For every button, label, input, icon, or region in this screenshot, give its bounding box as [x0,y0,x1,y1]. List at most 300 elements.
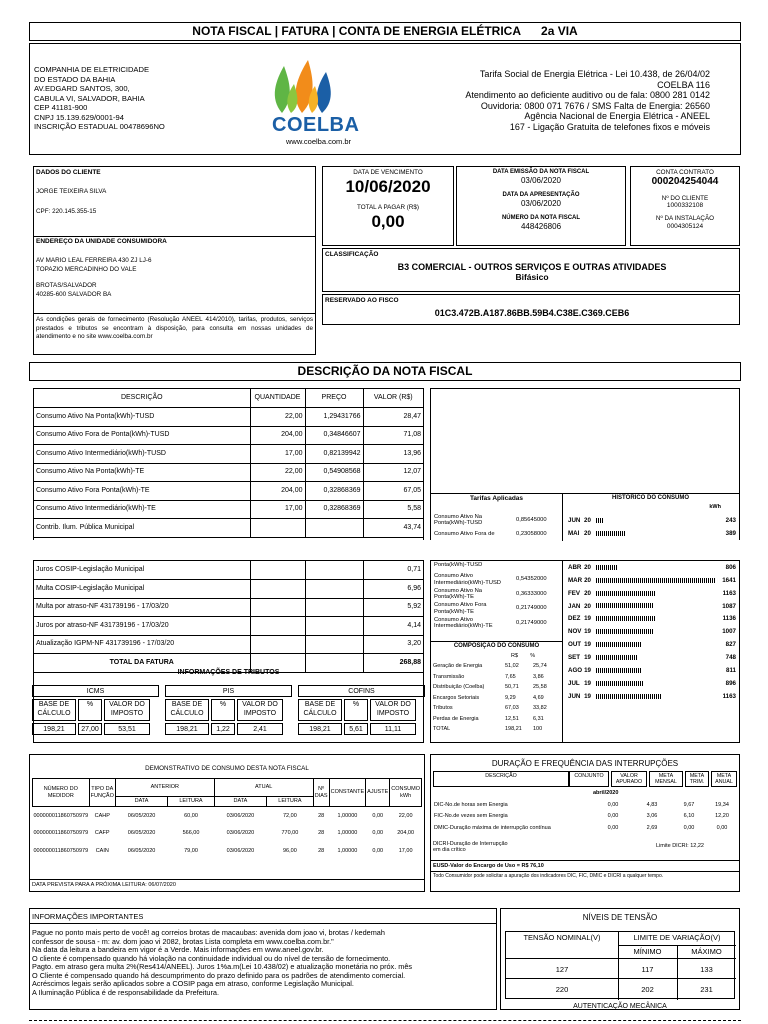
history-month: AGO [568,667,583,674]
logo-drops-icon [264,58,384,118]
desc-row [34,598,423,617]
desc-cell [305,519,363,538]
composition-row [433,672,561,683]
consumption-col-header: TIPO DA FUNÇÃO [89,779,115,807]
desc-cell: Multa COSIP-Legislação Municipal [34,580,250,599]
tariff-label: Consumo Ativo Fora de [434,531,495,538]
composition-rs: 12,51 [505,715,519,722]
tariff-value: 0,21749000 [516,619,547,626]
history-bar-cell [595,587,717,600]
meter-cell: 1,00000 [337,848,358,855]
fisco-label: RESERVADO AO FISCO [325,297,399,304]
composition-rs: 198,21 [505,726,522,733]
history-row [567,690,737,703]
tax-group-header: ICMS [32,685,159,697]
tariff-row [433,558,561,573]
history-year: 19 [584,628,591,636]
document-title: NOTA FISCAL | FATURA | CONTA DE ENERGIA ELÉTRICA [192,24,521,38]
desc-row [34,482,423,501]
history-bar [596,578,716,583]
consumption-col-header: ANTERIOR [115,779,214,797]
next-reading: DATA PREVISTA PARA A PRÓXIMA LEITURA: 06/07/2020 [32,882,176,888]
voltage-value: 202 [641,985,654,994]
history-bar [596,518,604,523]
meter-row [33,843,422,861]
installation-label: Nº DA INSTALAÇÃO [655,215,715,223]
meter-cell: 22,00 [398,812,413,819]
important-lines [32,929,412,997]
history-bar [596,591,656,596]
history-year: 19 [584,667,591,674]
composition-pct: 4,69 [533,694,544,701]
desc-cell: 17,00 [250,500,305,519]
meter-cell: 28 [318,848,325,855]
composition-pct: 100 [533,726,543,733]
important-line: Na data da leitura a bandeira em vigor é a Verde. Mais informações em www.aneel.gov.br. [32,945,324,954]
history-year: 19 [584,692,591,700]
desc-cell: Juros COSIP-Legislação Municipal [34,561,250,580]
history-value: 1163 [722,692,736,700]
company-line: AV.EDGARD SANTOS, 300, [34,84,130,93]
tariff-row [433,513,561,528]
tariff-value: 0,85645000 [516,516,547,523]
tax-sub-header: % [344,699,368,721]
history-bar [596,668,641,673]
meter-cell: 0,00 [372,812,384,819]
tax-value: 11,11 [370,723,416,735]
address-line: 40285-600 SALVADOR BA [36,290,112,298]
desc-cell: 71,08 [363,426,423,445]
history-value: 389 [725,529,736,537]
desc-cell [250,617,305,636]
interruption-cell: 19,34 [715,801,729,808]
composition-title: COMPOSIÇÃO DO CONSUMO [453,643,540,649]
tax-table [29,685,428,740]
desc-cell [250,561,305,580]
meter-row [33,807,422,825]
interruptions-note: Todo Consumidor pode solicitar a apuração dos indicadores DIC, FIC, DMIC e DICRI a qualquer tempo. [433,873,664,879]
tariff-value: 0,23058000 [516,531,547,538]
company-line: CEP 41181-900 [34,103,88,112]
composition-label: TOTAL [433,726,451,733]
important-line: A Iluminação Pública é de responsabilidade da Prefeitura. [32,987,220,997]
tax-value: 53,51 [104,723,150,735]
tariff-value: 0,36333000 [516,590,547,597]
history-value: 1163 [722,589,736,597]
meter-cell: 1,00000 [337,812,358,819]
consumption-col-header: CONSUMO kWh [390,779,422,807]
history-month: JUN [568,516,581,524]
important-title: INFORMAÇÕES IMPORTANTES [32,912,144,921]
presentation-date: 03/06/2020 [520,198,562,208]
desc-cell [250,580,305,599]
consumption-header-row [33,779,422,797]
meter-cell: 17,00 [398,848,413,855]
meter-cell: CAIN [95,848,109,855]
dicri-label: DICRI-Duração de Interrupção em dia crítico [433,841,508,854]
important-line: confessor de sousa - m: av. dom joao vi 2082, brotas Lista completa em www.coelba.com.br." [32,936,334,946]
interruptions-col-header: VALOR APURADO [611,771,647,787]
interruption-cell: 0,00 [607,801,619,808]
history-row [567,625,737,638]
classification-value: B3 COMERCIAL - OUTROS SERVIÇOS E OUTRAS ATIVIDADES [397,262,667,272]
desc-cell [305,635,363,654]
total-label: TOTAL A PAGAR (R$) [356,203,420,211]
company-line: DO ESTADO DA BAHIA [34,74,116,84]
desc-row [34,580,423,599]
composition-label: Encargos Setoriais [433,694,480,701]
history-row [567,600,737,613]
history-month: JUN [568,692,581,700]
interruption-cell: 12,20 [715,813,729,820]
desc-cell: Consumo Ativo Na Ponta(kWh)-TE [34,463,250,482]
composition-row [433,693,561,704]
tariff-row [433,602,561,617]
history-year: 20 [584,589,591,597]
client-name: JORGE TEIXEIRA SILVA [36,188,107,195]
consumption-col-header: NÚMERO DO MEDIDOR [33,779,90,807]
history-row [567,514,737,527]
presentation-date-label: DATA DA APRESENTAÇÃO [502,192,580,199]
desc-cell: Consumo Ativo Intermediário(kWh)-TUSD [34,445,250,464]
total-invoice-value: 268,88 [363,654,423,673]
meter-cell: 204,00 [397,830,415,837]
meter-cell: 03/06/2020 [226,830,255,837]
desc-row [34,561,423,580]
history-bar [596,694,661,699]
voltage-value: 220 [555,985,569,994]
desc-cell: Consumo Ativo Na Ponta(kWh)-TUSD [34,408,250,427]
company-line: CABULA VI, SALVADOR, BAHIA [34,93,145,103]
description-title: DESCRIÇÃO DA NOTA FISCAL [29,362,741,381]
history-bar-cell [595,561,717,574]
total-invoice-label: TOTAL DA FATURA [34,654,250,673]
desc-cell: 1,29431766 [305,408,363,427]
meter-cell: 770,00 [281,830,299,837]
history-year: 19 [584,641,591,649]
history-month: OUT [568,641,582,649]
history-row [567,651,737,664]
header-info-right [465,69,710,132]
history-year: 20 [584,576,591,584]
client-cpf: CPF: 220.145.355-15 [36,208,97,215]
history-bar-cell [595,527,713,540]
meter-cell: 566,00 [182,830,200,837]
history-row [567,527,737,540]
desc-header-row [34,389,423,408]
history-month: MAI [568,529,580,537]
col-header: VALOR (R$) [363,389,423,408]
history-row [567,561,737,574]
client-label: DADOS DO CLIENTE [36,169,101,176]
consumption-subheader: DATA [214,797,266,807]
description-table-top [33,388,424,540]
meter-cell: 000000011860750979 [33,848,89,855]
info-line: COELBA 116 [657,79,710,90]
voltage-value: 117 [641,965,654,974]
info-line: Ouvidoria: 0800 071 7676 / SMS Falta de Energia: 26560 [480,100,710,111]
address-line: TOPAZIO MERCADINHO DO VALE [36,265,137,273]
tariffs-history-bottom [430,560,740,743]
info-line: Agência Nacional de Energia Elétrica - ANEEL [524,111,710,121]
desc-row [34,635,423,654]
history-bar [596,629,653,634]
composition-rs: 7,65 [505,673,516,680]
interruptions-title: DURAÇÃO E FREQUÊNCIA DAS INTERRUPÇÕES [491,759,679,768]
desc-row [34,408,423,427]
composition-pct: 25,58 [533,684,547,691]
divider [506,958,736,959]
invoice-number: 448426806 [520,222,562,232]
history-bar-cell [595,625,717,638]
address-line: BROTAS/SALVADOR [36,282,97,289]
composition-header [511,653,535,659]
interruptions-period: abril/2020 [593,790,619,796]
history-month: JAN [568,602,581,610]
composition-row [433,703,561,714]
divider [34,236,315,237]
history-row [567,587,737,600]
interruptions-box [430,754,740,892]
composition-col: R$ [511,653,519,659]
history-year: 19 [584,654,591,662]
tariffs-history-top [430,388,740,540]
interruption-cell: 0,00 [683,824,695,831]
consumption-box [29,754,425,892]
tariff-row [433,616,561,631]
composition-label: Geração de Energia [433,663,483,670]
voltage-box [500,908,740,1010]
history-month: ABR [568,563,582,571]
consumption-col-header: AJUSTE [366,779,390,807]
desc-row [34,500,423,519]
divider [30,879,424,880]
desc-cell: 28,47 [363,408,423,427]
history-bar-cell [595,574,717,587]
interruptions-col-header: CONJUNTO [569,771,609,787]
mechanical-authentication: AUTENTICAÇÃO MECÂNICA [573,1003,667,1010]
history-value: 811 [726,667,736,674]
meter-cell: CAFP [94,830,110,837]
voltage-table [505,931,735,999]
interruption-cell: 0,00 [607,813,619,820]
composition-label: Transmissão [433,673,465,680]
history-year: 20 [584,602,591,610]
logo-site: www.coelba.com.br [286,137,352,146]
desc-cell: 0,54908568 [305,463,363,482]
desc-cell: 5,58 [363,500,423,519]
desc-row [34,463,423,482]
composition-row [433,724,561,735]
col-header: QUANTIDADE [250,389,305,408]
interruptions-col-header: DESCRIÇÃO [433,771,569,787]
composition-row [433,682,561,693]
history-title: HISTÓRICO DO CONSUMO [611,495,689,501]
composition-pct: 33,82 [533,705,547,712]
company-line: INSCRIÇÃO ESTADUAL 00478696NO [34,122,165,131]
history-row [567,677,737,690]
desc-cell: 0,34846607 [305,426,363,445]
interruption-cell: FIC-No.de vezes sem Energia [434,813,508,820]
tax-group-header: COFINS [298,685,425,697]
meter-cell: 06/05/2020 [127,830,156,837]
composition-label: Tributos [433,705,453,712]
tax-value: 5,61 [344,723,368,735]
meter-cell: 60,00 [184,812,198,819]
composition-rs: 51,02 [505,663,519,670]
desc-cell [250,635,305,654]
consumption-col-header: CONSTANTE [329,779,366,807]
fisco-box [322,294,740,325]
tax-sub-header: BASE DE CÁLCULO [165,699,209,721]
desc-cell: 3,20 [363,635,423,654]
description-table-bottom [33,560,424,743]
address-lines [36,257,151,299]
company-line: COMPANHIA DE ELETRICIDADE [34,65,150,74]
tax-sub-header: VALOR DO IMPOSTO [237,699,283,721]
cut-line [29,1020,741,1021]
desc-cell [250,598,305,617]
eusd-row [431,860,739,872]
tariff-label: Consumo Ativo Intermediário(kWh)-TUSD [434,573,501,586]
client-number-label: Nº DO CLIENTE [661,194,709,202]
tariff-label: Consumo Ativo Intermediário(kWh)-TE [434,616,493,630]
history-bar-cell [595,664,717,677]
composition-pct: 25,74 [533,663,547,670]
fisco-code: 01C3.472B.A187.86BB.59B4.C38E.C369.CEB6 [434,308,630,318]
history-value: 827 [725,641,736,649]
desc-cell [305,580,363,599]
history-value: 1087 [722,602,736,610]
invoice-number-label: NÚMERO DA NOTA FISCAL [501,215,581,222]
desc-cell [305,598,363,617]
meter-cell: CAHP [94,812,110,819]
history-month: FEV [568,589,581,597]
composition-rs: 9,29 [505,694,516,701]
tariff-label: Ponta(kWh)-TUSD [434,561,483,568]
desc-cell: Consumo Ativo Fora Ponta(kWh)-TE [34,482,250,501]
history-year: 19 [584,615,591,623]
client-box [33,166,316,355]
interruption-row [433,822,737,834]
desc-row [34,426,423,445]
meter-cell: 1,00000 [337,830,358,837]
history-bar [596,603,654,608]
meter-cell: 72,00 [283,812,297,819]
meter-cell: 03/06/2020 [226,812,255,819]
interruption-cell: 4,83 [646,801,658,808]
history-row [567,664,737,677]
address-label: ENDEREÇO DA UNIDADE CONSUMIDORA [36,238,167,245]
history-bar-cell [595,613,717,626]
variation-label: LIMITE DE VARIAÇÃO(V) [633,933,721,942]
tax-sub-header: VALOR DO IMPOSTO [370,699,416,721]
tax-sub-header: BASE DE CÁLCULO [32,699,76,721]
desc-cell: 5,92 [363,598,423,617]
important-box [29,908,497,1010]
desc-cell: Multa por atraso-NF 431739196 - 17/03/20 [34,598,250,617]
history-value: 1136 [722,615,736,623]
tariff-value: 0,21749000 [516,605,547,612]
tariff-value [515,558,561,573]
meter-cell: 28 [318,830,325,837]
composition-label: Distribuição (Coelba) [433,684,485,691]
desc-cell: 0,32868369 [305,500,363,519]
client-number: 1000332108 [666,201,704,209]
divider [431,641,562,642]
desc-cell: 17,00 [250,445,305,464]
composition-label: Perdas de Energia [433,715,479,722]
tax-title: INFORMAÇÕES DE TRIBUTOS [177,669,280,676]
composition-rs: 67,03 [505,705,519,712]
tax-sub-header: % [211,699,235,721]
tariff-row [433,587,561,602]
interruption-cell: DIC-No.de horas sem Energia [434,801,508,808]
desc-cell: 204,00 [250,482,305,501]
desc-row [34,445,423,464]
composition-rs: 50,71 [505,684,519,691]
due-box [322,166,454,246]
info-line: 167 - Ligação Gratuita de telefones fixos e móveis [509,121,710,132]
meter-cell: 03/06/2020 [226,848,255,855]
due-label: DATA DE VENCIMENTO [353,169,423,176]
meter-cell: 000000011860750979 [33,812,89,819]
desc-cell: Atualização IGPM-NF 431739196 - 17/03/20 [34,635,250,654]
composition-pct: 3,86 [533,673,544,680]
important-line: O cliente é compensado quando há violação na continuidade individual ou do nível de tensão de fornecimento. [32,953,391,963]
address-line: AV MARIO LEAL FERREIRA 430 ZJ LJ-6 [36,257,152,264]
history-month: NOV [568,628,582,636]
history-value: 806 [725,563,736,571]
voltage-title: NÍVEIS DE TENSÃO [582,913,658,922]
meter-cell: 0,00 [372,830,384,837]
history-unit: kWh [709,504,721,510]
divider [562,561,563,742]
history-row [567,638,737,651]
history-value: 243 [725,516,736,524]
total-value: 0,00 [371,212,405,232]
conditions-text: As condições gerais de fornecimento (Resolução ANEEL 414/2010), tarifas, produtos, serviços prestados e tributos se encontram à disposição, para consulta em nossas unidades de atendimento e no site www.coelba.com.br [36,316,313,340]
history-bar-cell [595,651,717,664]
interruption-row [433,799,737,811]
desc-row [34,519,423,538]
history-year: 20 [584,529,591,537]
document-title-bar [29,22,741,41]
tariff-row [433,528,561,543]
col-header: DESCRIÇÃO [34,389,250,408]
issue-date: 03/06/2020 [520,175,562,185]
history-row [567,574,737,587]
interruption-cell: 6,10 [683,813,695,820]
classification-box [322,248,740,292]
tariff-label: Consumo Ativo Fora Ponta(kWh)-TE [434,602,487,615]
history-bar-cell [595,690,717,703]
desc-row [34,617,423,636]
history-month: SET [568,654,581,662]
tax-value: 198,21 [298,723,342,735]
interruption-cell: DMIC-Duração máxima de interrupção contínua [434,824,551,831]
composition-row [433,661,561,672]
desc-cell: 13,96 [363,445,423,464]
desc-cell: 4,14 [363,617,423,636]
divider [34,313,315,314]
consumption-col-header: Nº DIAS [313,779,329,807]
history-bar-cell [595,638,717,651]
interruptions-col-header: META ANUAL [711,771,737,787]
installation-number: 0004305124 [666,222,704,230]
history-value: 1007 [722,628,736,636]
desc-cell: Consumo Ativo Fora de Ponta(kWh)-TUSD [34,426,250,445]
